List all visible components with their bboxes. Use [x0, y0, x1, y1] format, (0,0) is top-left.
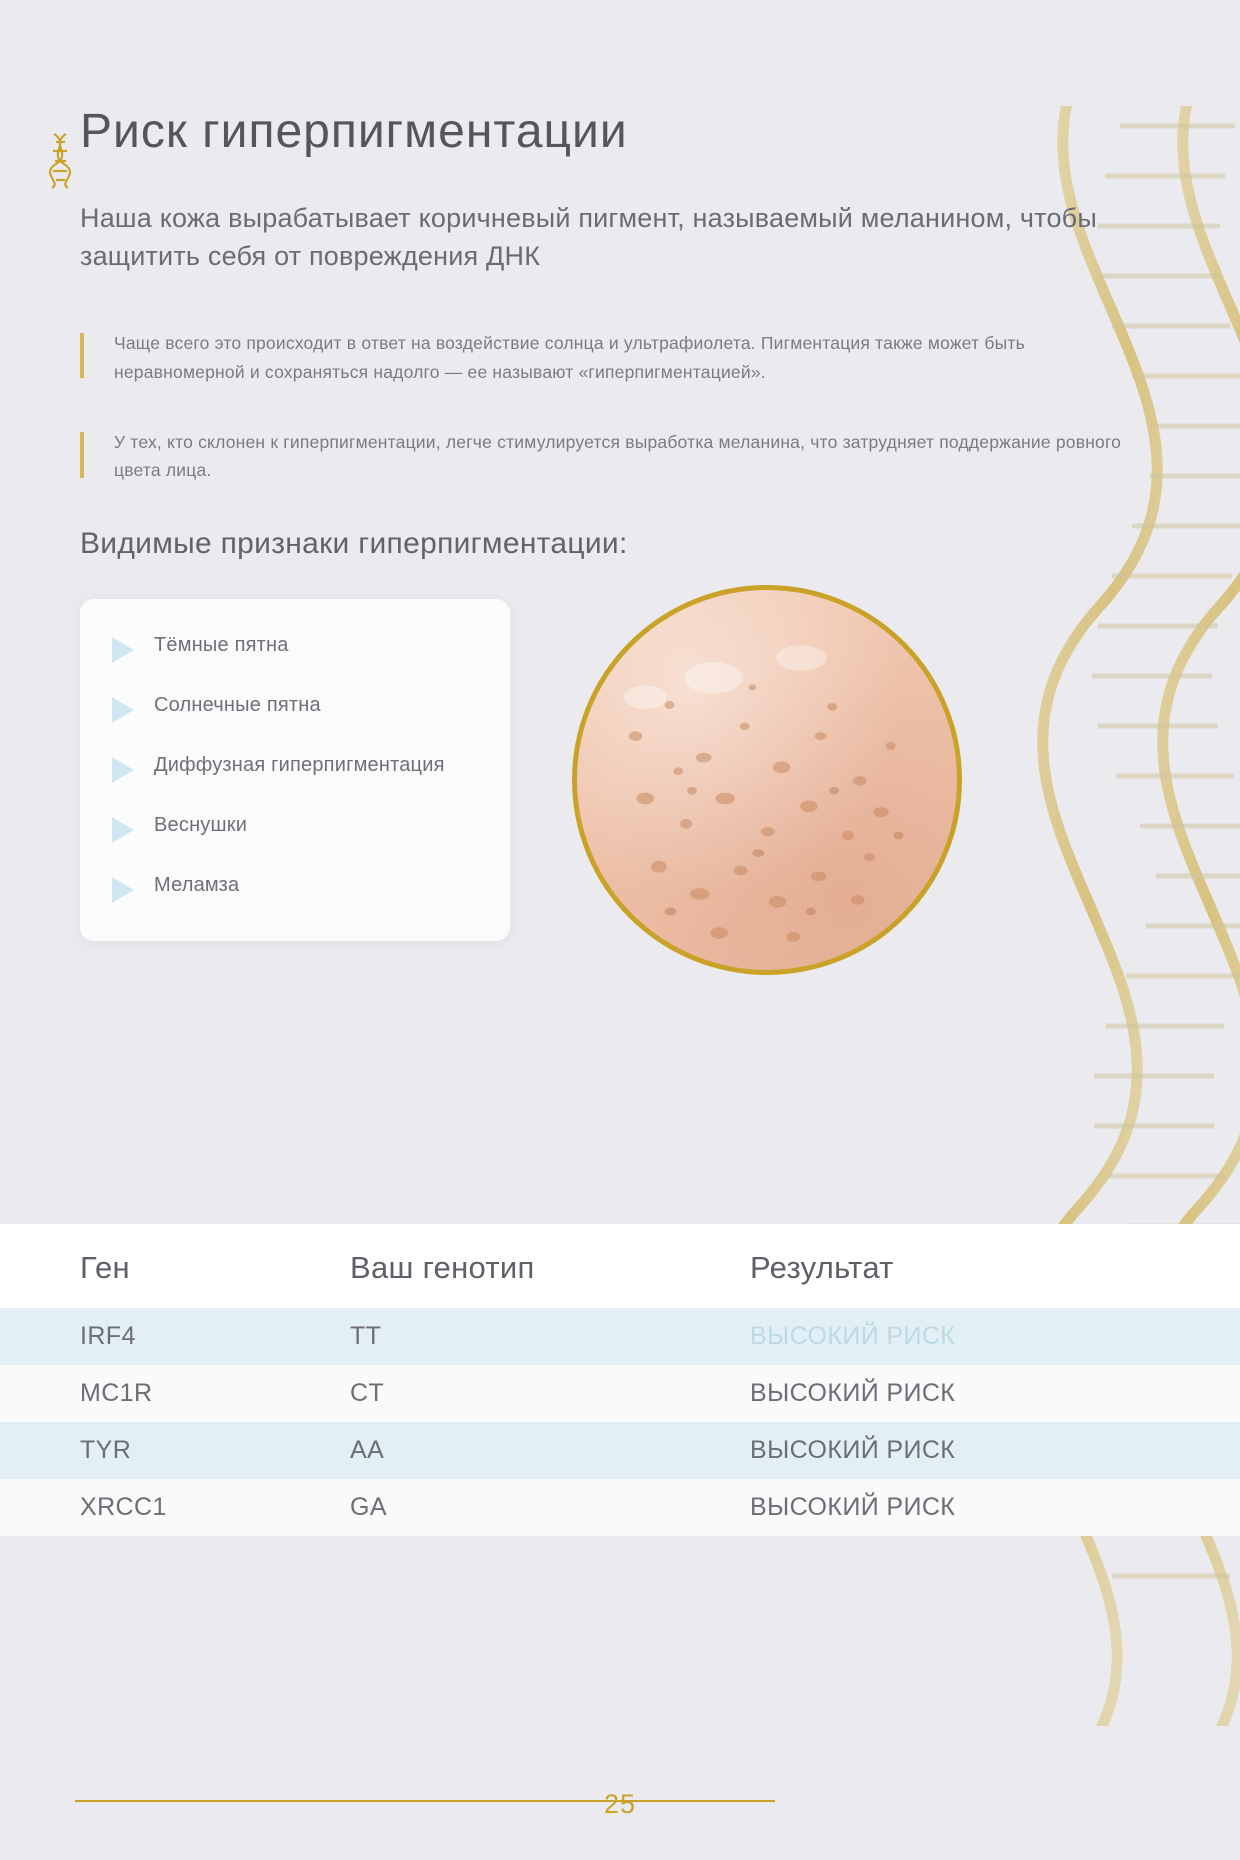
triangle-bullet-icon [112, 757, 134, 783]
cell-gene: MC1R [80, 1379, 153, 1407]
signs-section [80, 599, 1160, 941]
sign-label: Веснушки [154, 813, 248, 836]
callout-list [80, 329, 1160, 484]
cell-genotype: TT [350, 1322, 382, 1350]
list-item [112, 813, 480, 843]
status-badge: ВЫСОКИЙ РИСК [750, 1436, 956, 1464]
table-header-row [0, 1224, 1240, 1308]
triangle-bullet-icon [112, 637, 134, 663]
cell-genotype: CT [350, 1379, 385, 1407]
sign-label: Меламза [154, 873, 240, 896]
status-badge: ВЫСОКИЙ РИСК [750, 1322, 956, 1350]
results-table-block [0, 1224, 1240, 1536]
status-badge: ВЫСОКИЙ РИСК [750, 1379, 956, 1407]
table-row [0, 1479, 1240, 1536]
sign-label: Солнечные пятна [154, 693, 321, 716]
skin-photo [572, 585, 962, 975]
page-number: 25 [603, 1789, 637, 1819]
column-header-result: Результат [750, 1250, 894, 1285]
column-header-gene: Ген [80, 1250, 130, 1285]
page-title: Риск гиперпигментации [80, 105, 628, 158]
intro-paragraph: Наша кожа вырабатывает коричневый пигмент, называемый меланином, чтобы защитить себя от повреждения ДНК [80, 202, 1097, 272]
cell-gene: XRCC1 [80, 1493, 167, 1521]
page-content [0, 106, 1240, 941]
cell-gene: IRF4 [80, 1322, 136, 1350]
column-header-genotype: Ваш генотип [350, 1250, 535, 1285]
cell-gene: TYR [80, 1436, 132, 1464]
triangle-bullet-icon [112, 877, 134, 903]
status-badge: ВЫСОКИЙ РИСК [750, 1493, 956, 1521]
list-item [112, 873, 480, 903]
table-row [0, 1365, 1240, 1422]
cell-genotype: GA [350, 1493, 387, 1521]
results-table [0, 1224, 1240, 1536]
list-item [112, 693, 480, 723]
list-item [112, 633, 480, 663]
triangle-bullet-icon [112, 697, 134, 723]
table-row [0, 1422, 1240, 1479]
signs-card [80, 599, 510, 941]
sign-label: Диффузная гиперпигментация [154, 753, 445, 776]
triangle-bullet-icon [112, 817, 134, 843]
callout-1: Чаще всего это происходит в ответ на воздействие солнца и ультрафиолета. Пигментация также может быть неравномерной и сохраняться надолго — ее называют «гиперпигментацией». [80, 329, 1160, 386]
page-footer [0, 1740, 1240, 1860]
cell-genotype: AA [350, 1436, 385, 1464]
section-subtitle: Видимые признаки гиперпигментации: [80, 526, 628, 560]
callout-2: У тех, кто склонен к гиперпигментации, легче стимулируется выработка меланина, что затрудняет поддержание ровного цвета лица. [80, 428, 1160, 485]
table-row [0, 1308, 1240, 1365]
sign-label: Тёмные пятна [154, 633, 289, 656]
list-item [112, 753, 480, 783]
